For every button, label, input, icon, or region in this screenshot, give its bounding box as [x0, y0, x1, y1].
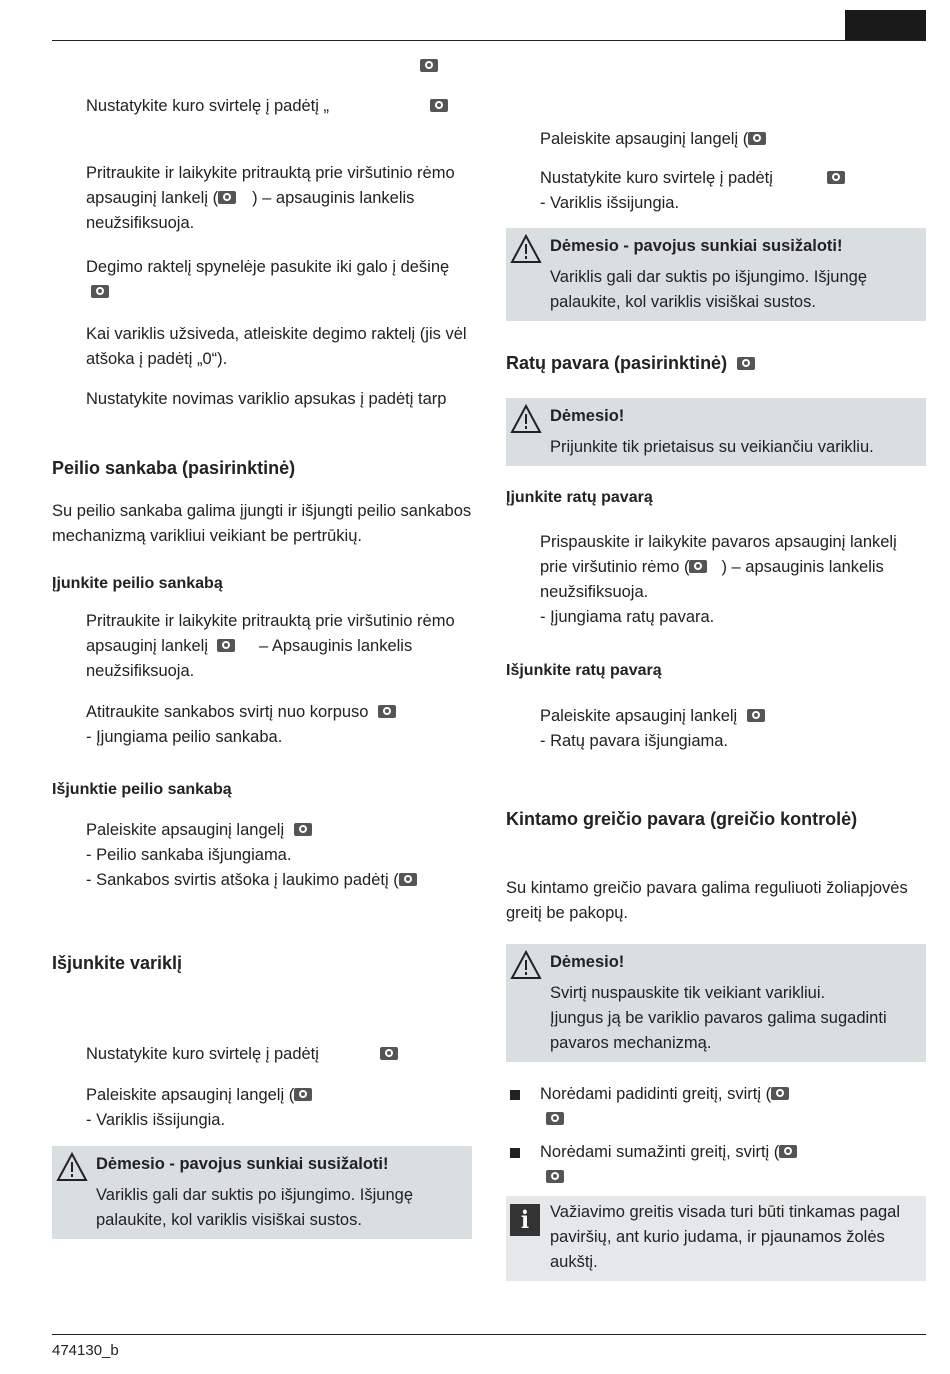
camera-icon	[399, 873, 417, 886]
text-line: atšoka į padėtį „0“).	[86, 350, 228, 368]
text-line	[86, 634, 472, 659]
camera-icon	[430, 99, 448, 112]
warning-text-line: Variklis gali dar suktis po išjungimo. Išjungę	[550, 268, 868, 286]
text-line: Prispauskite ir laikykite pavaros apsauginį lankelį	[540, 533, 897, 551]
text-fragment: Paleiskite apsauginį langelį (	[86, 1086, 295, 1104]
text-line: neužsifiksuoja.	[86, 662, 195, 680]
warning-text-line: palaukite, kol variklis visiškai sustos.	[96, 1211, 362, 1229]
text-line	[86, 700, 472, 725]
text-line	[86, 818, 472, 843]
camera-icon	[737, 357, 755, 370]
warning-triangle-icon	[510, 234, 542, 264]
camera-icon	[546, 1112, 564, 1125]
step-wheel-release	[506, 704, 926, 754]
text-line	[86, 868, 472, 893]
camera-icon	[294, 823, 312, 836]
speed-intro	[506, 876, 926, 926]
text-line: - Peilio sankaba išjungiama.	[86, 846, 292, 864]
warning-text-line: Įjungus ją be variklio pavaros galima sugadinti	[550, 1009, 887, 1027]
clutch-intro	[52, 499, 472, 549]
heading-blade-clutch: Peilio sankaba (pasirinktinė)	[52, 458, 296, 478]
step-fuel-lever-right	[506, 166, 926, 216]
bullet-text	[506, 1140, 926, 1165]
text-fragment: Paleiskite apsauginį langelį	[86, 821, 285, 839]
camera-icon	[779, 1145, 797, 1158]
warning-box	[506, 398, 926, 466]
text-line: Su kintamo greičio pavara galima reguliuoti žoliapjovės	[506, 879, 908, 897]
step-text: Nustatykite kuro svirtelę į padėtį	[86, 1045, 319, 1063]
text-line: neužsifiksuoja.	[540, 583, 649, 601]
document-code: 474130_b	[52, 1342, 119, 1359]
warning-text-line: pavaros mechanizmą.	[550, 1034, 712, 1052]
text-fragment: – Apsauginis lankelis	[259, 637, 413, 655]
text-line: Pritraukite ir laikykite pritrauktą prie viršutinio rėmo	[86, 612, 455, 630]
camera-icon	[420, 59, 438, 72]
text-line	[86, 280, 472, 305]
warning-box	[506, 944, 926, 1062]
text-line	[86, 186, 472, 211]
text-line: Degimo raktelį spynelėje pasukite iki galo į dešinę	[86, 258, 450, 276]
text-line: greitį be pakopų.	[506, 904, 629, 922]
text-fragment: ) – apsauginis lankelis	[721, 558, 884, 576]
text-line: - Variklis išsijungia.	[86, 1111, 226, 1129]
camera-icon	[91, 285, 109, 298]
warning-triangle-icon	[510, 404, 542, 434]
camera-icon	[546, 1170, 564, 1183]
bullet-square-icon	[510, 1148, 520, 1158]
text-line	[540, 166, 926, 191]
text-line: Nustatykite novimas variklio apsukas į padėtį tarp	[86, 390, 447, 408]
warning-title: Dėmesio!	[550, 407, 625, 425]
step-clutch-pull-bail	[52, 609, 472, 684]
step-release-bail	[52, 1083, 472, 1133]
step-text: Paleiskite apsauginį langelį (	[540, 130, 749, 148]
step-engine-speed	[52, 387, 472, 412]
warning-triangle-icon	[56, 1152, 88, 1182]
bullet-text	[506, 1165, 926, 1190]
text-line: - Variklis išsijungia.	[540, 194, 680, 212]
text-line: - Įjungiama ratų pavara.	[540, 608, 715, 626]
text-line: Kai variklis užsiveda, atleiskite degimo raktelį (jis vėl	[86, 325, 467, 343]
bullet-decrease-speed	[506, 1140, 926, 1190]
heading-wheel-drive	[506, 351, 926, 376]
bullet-increase-speed	[506, 1082, 926, 1132]
bullet-text	[506, 1082, 926, 1107]
text-fragment: prie viršutinio rėmo (	[540, 558, 690, 576]
warning-text-line: Variklis gali dar suktis po išjungimo. Išjungę	[96, 1186, 414, 1204]
camera-icon	[827, 171, 845, 184]
camera-icon	[771, 1087, 789, 1100]
step-clutch-lever	[52, 700, 472, 750]
step-release-key	[52, 322, 472, 372]
text-line: mechanizmą varikliui veikiant be pertrūkių.	[52, 527, 362, 545]
camera-icon	[748, 132, 766, 145]
camera-icon	[380, 1047, 398, 1060]
text-line	[540, 555, 926, 580]
text-line: Su peilio sankaba galima įjungti ir išjungti peilio sankabos	[52, 502, 472, 520]
heading-engine-off: Išjunkite variklį	[52, 953, 183, 973]
heading-variable-speed: Kintamo greičio pavara (greičio kontrolė)	[506, 809, 858, 829]
text-fragment: apsauginį lankelį	[86, 637, 209, 655]
step-clutch-release	[52, 818, 472, 893]
text-fragment: - Sankabos svirtis atšoka į laukimo padėtį (	[86, 871, 399, 889]
heading-clutch-on: Įjunkite peilio sankabą	[52, 575, 223, 592]
warning-title: Dėmesio!	[550, 953, 625, 971]
step-wheel-bail	[506, 530, 926, 630]
warning-text-line: palaukite, kol variklis visiškai sustos.	[550, 293, 816, 311]
info-text-line: aukštį.	[550, 1253, 598, 1271]
camera-icon	[218, 191, 236, 204]
text-fragment: Paleiskite apsauginį lankelį	[540, 707, 738, 725]
camera-icon	[217, 639, 235, 652]
camera-icon	[378, 705, 396, 718]
step-pull-bail	[52, 161, 472, 236]
camera-ref-line	[52, 54, 472, 79]
step-fuel-lever	[52, 94, 472, 119]
warning-text-line: Prijunkite tik prietaisus su veikiančiu varikliu.	[550, 438, 874, 456]
heading-clutch-off: Išjunktie peilio sankabą	[52, 781, 232, 798]
warning-triangle-icon	[510, 950, 542, 980]
text-fragment: apsauginį lankelį (	[86, 189, 219, 207]
info-text-line: paviršių, ant kurio judama, ir pjaunamos žolės	[550, 1228, 885, 1246]
step-release-window	[506, 127, 926, 152]
bullet-square-icon	[510, 1090, 520, 1100]
camera-icon	[294, 1088, 312, 1101]
info-text-line: Važiavimo greitis visada turi būti tinkamas pagal	[550, 1203, 901, 1221]
step-fuel-lever-off	[52, 1042, 472, 1067]
text-line: Pritraukite ir laikykite pritrauktą prie viršutinio rėmo	[86, 164, 455, 182]
warning-text-line: Svirtį nuspauskite tik veikiant varikliui.	[550, 984, 826, 1002]
text-line: neužsifiksuoja.	[86, 214, 195, 232]
text-line: - Ratų pavara išjungiama.	[540, 732, 729, 750]
bullet-text	[506, 1107, 926, 1132]
heading-wheel-on: Įjunkite ratų pavarą	[506, 489, 653, 506]
heading-wheel-off: Išjunkite ratų pavarą	[506, 662, 662, 679]
text-fragment: Norėdami padidinti greitį, svirtį (	[540, 1085, 772, 1103]
info-box	[506, 1196, 926, 1281]
step-text: Nustatykite kuro svirtelę į padėtį „	[86, 97, 330, 115]
text-line: - Įjungiama peilio sankaba.	[86, 728, 283, 746]
warning-box	[506, 228, 926, 321]
text-line	[86, 1083, 472, 1108]
warning-title: Dėmesio - pavojus sunkiai susižaloti!	[96, 1155, 389, 1173]
text-fragment: ) – apsauginis lankelis	[252, 189, 415, 207]
info-icon: i	[510, 1204, 540, 1236]
camera-icon	[747, 709, 765, 722]
text-fragment: Norėdami sumažinti greitį, svirtį (	[540, 1143, 780, 1161]
header-rule	[52, 40, 926, 41]
text-fragment: Nustatykite kuro svirtelę į padėtį	[540, 169, 773, 187]
step-ignition-key	[52, 255, 472, 305]
footer-rule	[52, 1334, 926, 1335]
heading-text: Ratų pavara (pasirinktinė)	[506, 353, 728, 373]
warning-box	[52, 1146, 472, 1239]
text-fragment: Atitraukite sankabos svirtį nuo korpuso	[86, 703, 369, 721]
text-line	[540, 704, 926, 729]
warning-title: Dėmesio - pavojus sunkiai susižaloti!	[550, 237, 843, 255]
header-black-tab	[845, 10, 926, 41]
camera-icon	[689, 560, 707, 573]
